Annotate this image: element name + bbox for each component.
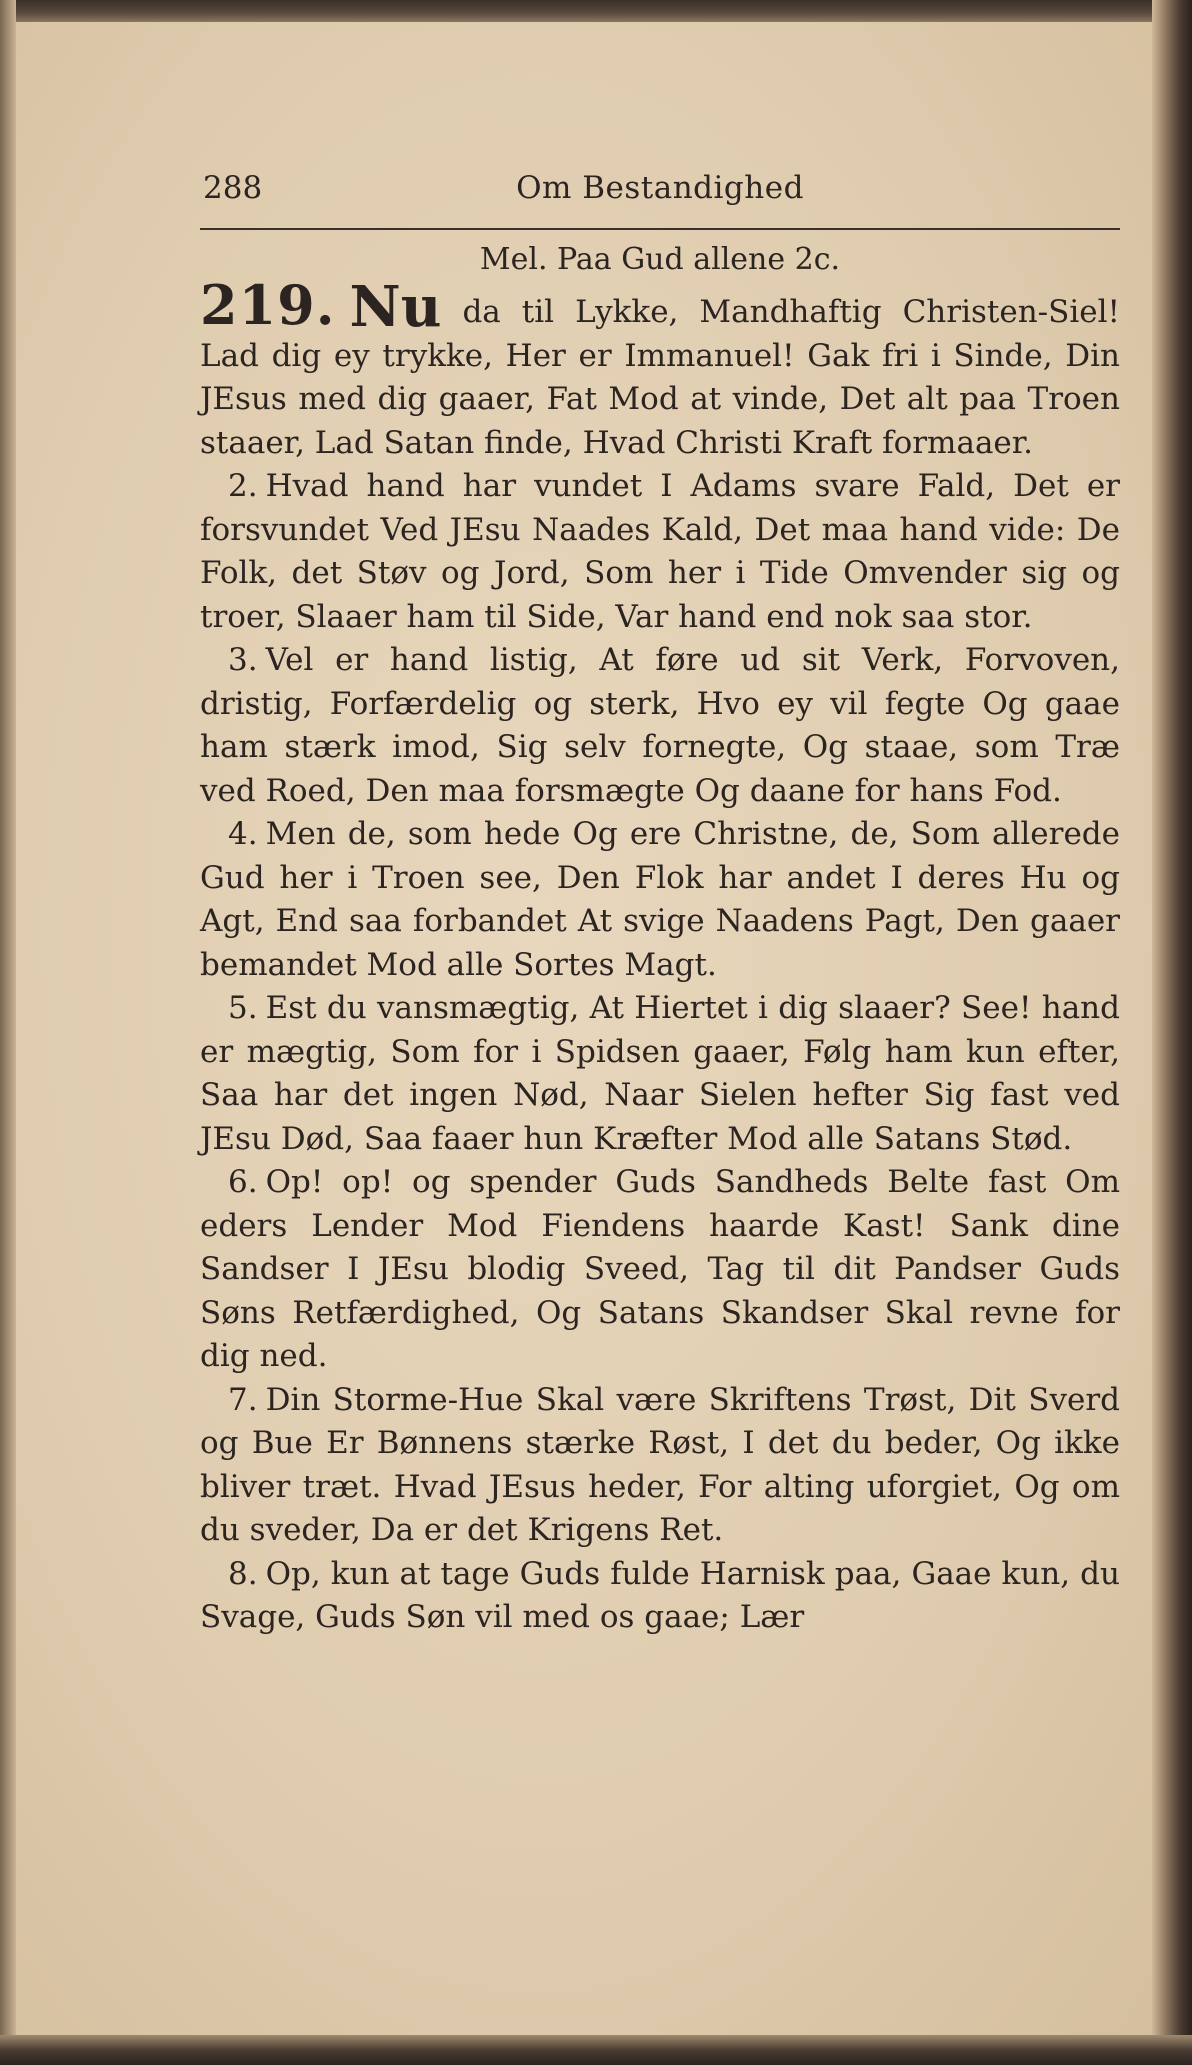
stanza-text: Din Storme-Hue Skal være Skriftens Trøst, Dit Sverd og Bue Er Bønnens stærke Røst, I det du beder, Og ikke bliver træt. Hvad JEsus heder, For alting uforgiet, Og om du sveder, Da er det Krigens Ret. [200,1381,1120,1548]
stanza-number: 6. [228,1164,258,1200]
stanza-text: Op! op! og spender Guds Sandheds Belte fast Om eders Lender Mod Fiendens haarde Kast! Sank dine Sandser I JEsu blodig Sveed, Tag til dit Pandser Guds Søns Retfærdighed, Og Satans Skandser Skal revne for dig ned. [200,1164,1120,1374]
book-spine-shadow [1152,0,1192,2065]
stanza-text: da til Lykke, Mandhaftig Christen-Siel! Lad dig ey trykke, Her er Immanuel! Gak fri i Sinde, Din JEsus med dig gaaer, Fat Mod at vinde, Det alt paa Troen staaer, Lad Satan finde, Hvad Christi Kraft formaaer. [200,294,1121,461]
page-top-edge [0,0,1192,22]
stanza-text: Op, kun at tage Guds fulde Harnisk paa, Gaae kun, du Svage, Guds Søn vil med os gaae; Lær [200,1555,1120,1635]
stanza-5 [200,987,1120,1161]
hymn-text [200,273,1121,1640]
hymn-melody: Mel. Paa Gud allene 2c. [479,242,841,277]
running-head [200,160,1120,216]
hymn-initial: Nu [349,274,442,340]
header-rule [200,228,1120,230]
stanza-text: Est du vansmægtig, At Hiertet i dig slaaer? See! hand er mægtig, Som for i Spidsen gaaer, Følg ham kun efter, Saa har det ingen Nød, Naar Sielen hefter Sig fast ved JEsu Død, Saa faaer hun Kræfter Mod alle Satans Stød. [200,990,1120,1157]
stanza-7 [200,1379,1120,1553]
stanza-number: 3. [228,642,258,678]
stanza-4 [200,813,1120,987]
page-bottom-edge [0,2035,1192,2065]
page-left-edge [0,0,16,2065]
stanza-text: Hvad hand har vundet I Adams svare Fald, Det er forsvundet Ved JEsu Naades Kald, Det maa hand vide: De Folk, det Støv og Jord, Som her i Tide Omvender sig og troer, Slaaer ham til Side, Var hand end nok saa stor. [200,468,1120,635]
stanza-2 [200,465,1120,639]
page-content [200,160,1120,1640]
page-title: Om Bestandighed [516,170,804,206]
stanza-1 [200,273,1121,465]
stanza-3 [200,639,1120,813]
stanza-number: 7. [228,1381,258,1418]
stanza-text: Vel er hand listig, At føre ud sit Verk, Forvoven, dristig, Forfærdelig og sterk, Hvo ey vil fegte Og gaae ham stærk imod, Sig selv fornegte, Og staae, som Træ ved Roed, Den maa forsmægte Og daane for hans Fod. [200,642,1120,809]
stanza-6 [200,1161,1120,1379]
stanza-text: Men de, som hede Og ere Christne, de, Som allerede Gud her i Troen see, Den Flok har andet I deres Hu og Agt, End saa forbandet At svige Naadens Pagt, Den gaaer bemandet Mod alle Sortes Magt. [200,816,1120,983]
stanza-number: 2. [228,468,258,504]
hymn-number: 219. [200,273,336,337]
page-number: 288 [203,170,263,206]
stanza-8 [200,1553,1120,1640]
stanza-number: 5. [228,990,258,1026]
stanza-number: 4. [228,816,258,852]
stanza-number: 8. [228,1555,258,1592]
